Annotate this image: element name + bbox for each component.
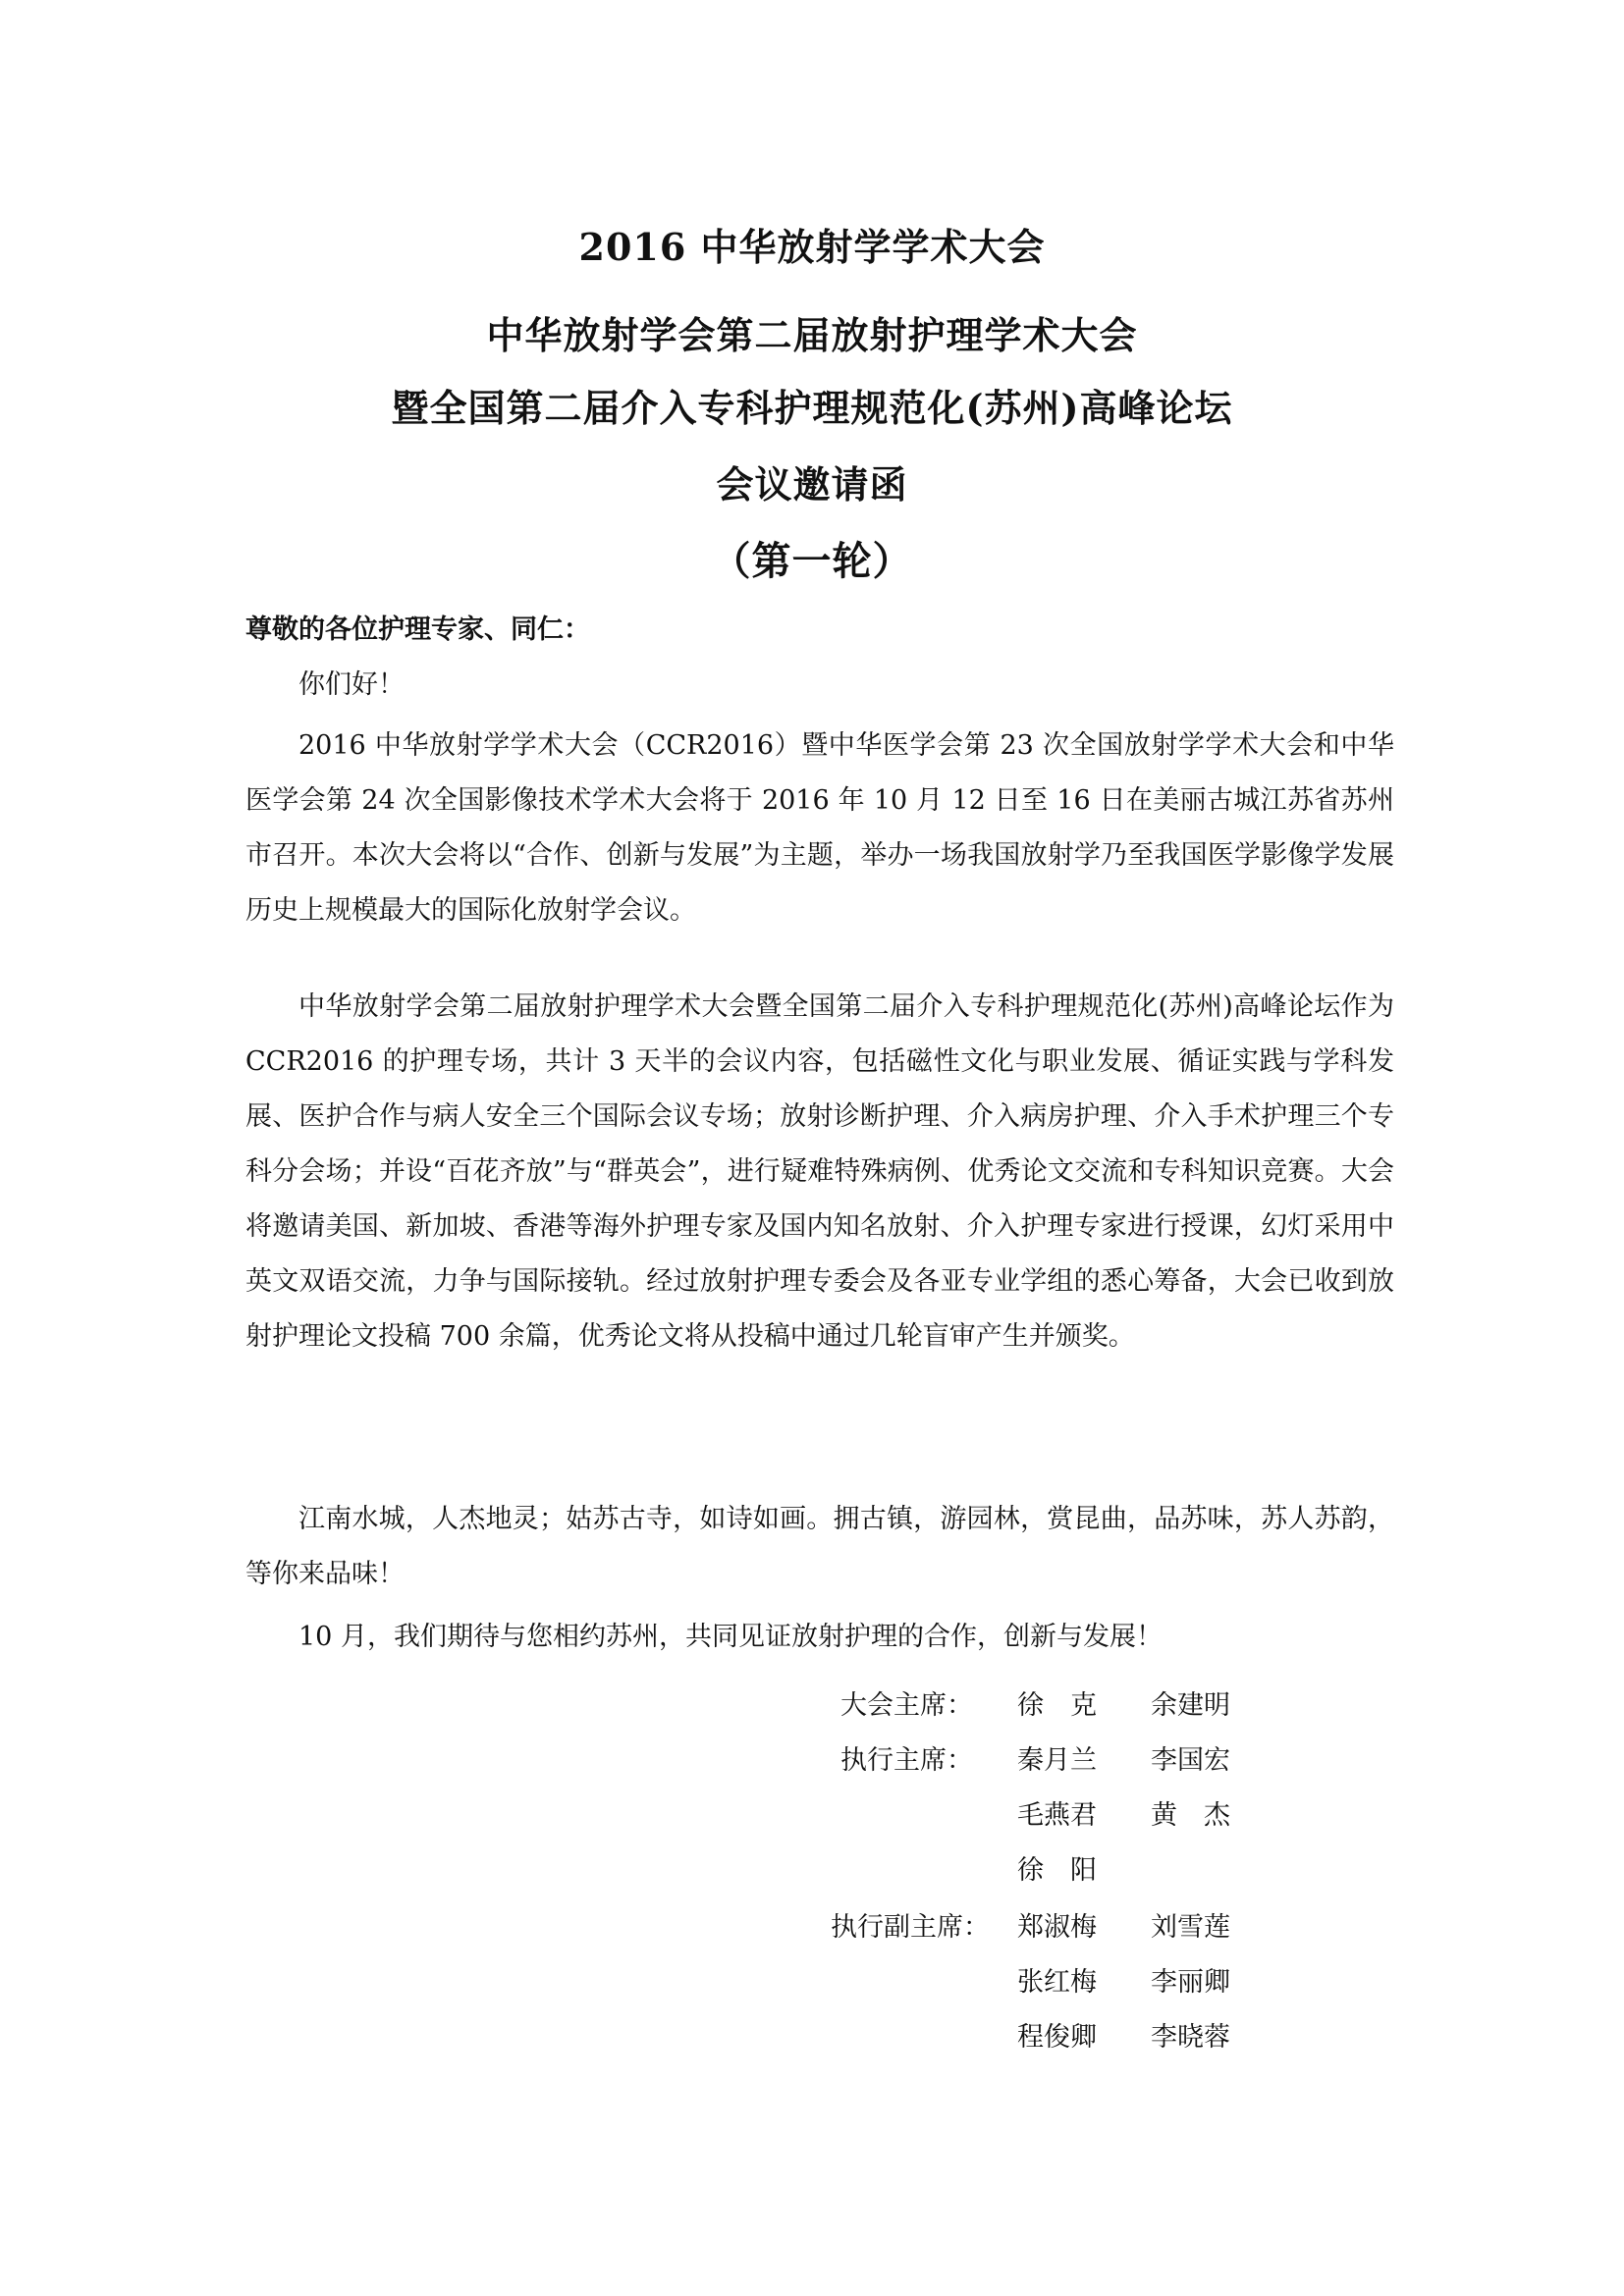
vice-chair-name: 郑淑梅: [1017, 1912, 1097, 1943]
exec-chair-label: 执行主席：: [840, 1745, 973, 1776]
vice-chair-name: 程俊卿: [1017, 2022, 1097, 2053]
exec-chair-name: 黄 杰: [1151, 1800, 1230, 1831]
paragraph-suzhou: 江南水城，人杰地灵；姑苏古寺，如诗如画。拥古镇，游园林，赏昆曲，品苏味，苏人苏韵，等你来品味！: [245, 1504, 1394, 1589]
vice-chair-label: 执行副主席：: [831, 1912, 990, 1943]
paragraph-closing: 10 月，我们期待与您相约苏州，共同见证放射护理的合作，创新与发展！: [298, 1622, 1163, 1652]
exec-chair-name: 秦月兰: [1017, 1745, 1097, 1776]
invitation-heading: 会议邀请函: [716, 462, 908, 507]
vice-chair-name: 李晓蓉: [1151, 2022, 1230, 2053]
forum-title: 暨全国第二届介入专科护理规范化(苏州)高峰论坛: [391, 386, 1233, 430]
conference-title: 2016 中华放射学学术大会: [578, 225, 1046, 269]
exec-chair-name: 徐 阳: [1017, 1855, 1097, 1886]
vice-chair-name: 刘雪莲: [1151, 1912, 1230, 1943]
vice-chair-name: 李丽卿: [1151, 1967, 1230, 1998]
exec-chair-name: 李国宏: [1151, 1745, 1230, 1776]
nursing-conference-title: 中华放射学会第二届放射护理学术大会: [486, 313, 1138, 357]
round-heading: （第一轮）: [711, 538, 913, 584]
chair-name-2: 余建明: [1151, 1690, 1230, 1721]
salutation: 尊敬的各位护理专家、同仁：: [245, 614, 590, 645]
greeting: 你们好！: [298, 669, 405, 700]
exec-chair-name: 毛燕君: [1017, 1800, 1097, 1831]
paragraph-intro: 2016 中华放射学学术大会（CCR2016）暨中华医学会第 23 次全国放射学学术大会和中华医学会第 24 次全国影像技术学术大会将于 2016 年 10 月 12 日至 16 日在美丽古城江苏省苏州市召开。本次大会将以“合作、创新与发展”为主题，举办一场我国放射学乃至我国医学影像学发展历史上规模最大的国际化放射学会议。: [245, 730, 1394, 926]
chair-label: 大会主席：: [840, 1690, 973, 1721]
chair-name-1: 徐 克: [1017, 1690, 1097, 1721]
paragraph-program: 中华放射学会第二届放射护理学术大会暨全国第二届介入专科护理规范化(苏州)高峰论坛作为 CCR2016 的护理专场，共计 3 天半的会议内容，包括磁性文化与职业发展、循证实践与学科发展、医护合作与病人安全三个国际会议专场；放射诊断护理、介入病房护理、介入手术护理三个专科分会场；并设“百花齐放”与“群英会”，进行疑难特殊病例、优秀论文交流和专科知识竞赛。大会将邀请美国、新加坡、香港等海外护理专家及国内知名放射、介入护理专家进行授课，幻灯采用中英文双语交流，力争与国际接轨。经过放射护理专委会及各亚专业学组的悉心筹备，大会已收到放射护理论文投稿 700 余篇，优秀论文将从投稿中通过几轮盲审产生并颁奖。: [245, 991, 1394, 1352]
vice-chair-name: 张红梅: [1017, 1967, 1097, 1998]
